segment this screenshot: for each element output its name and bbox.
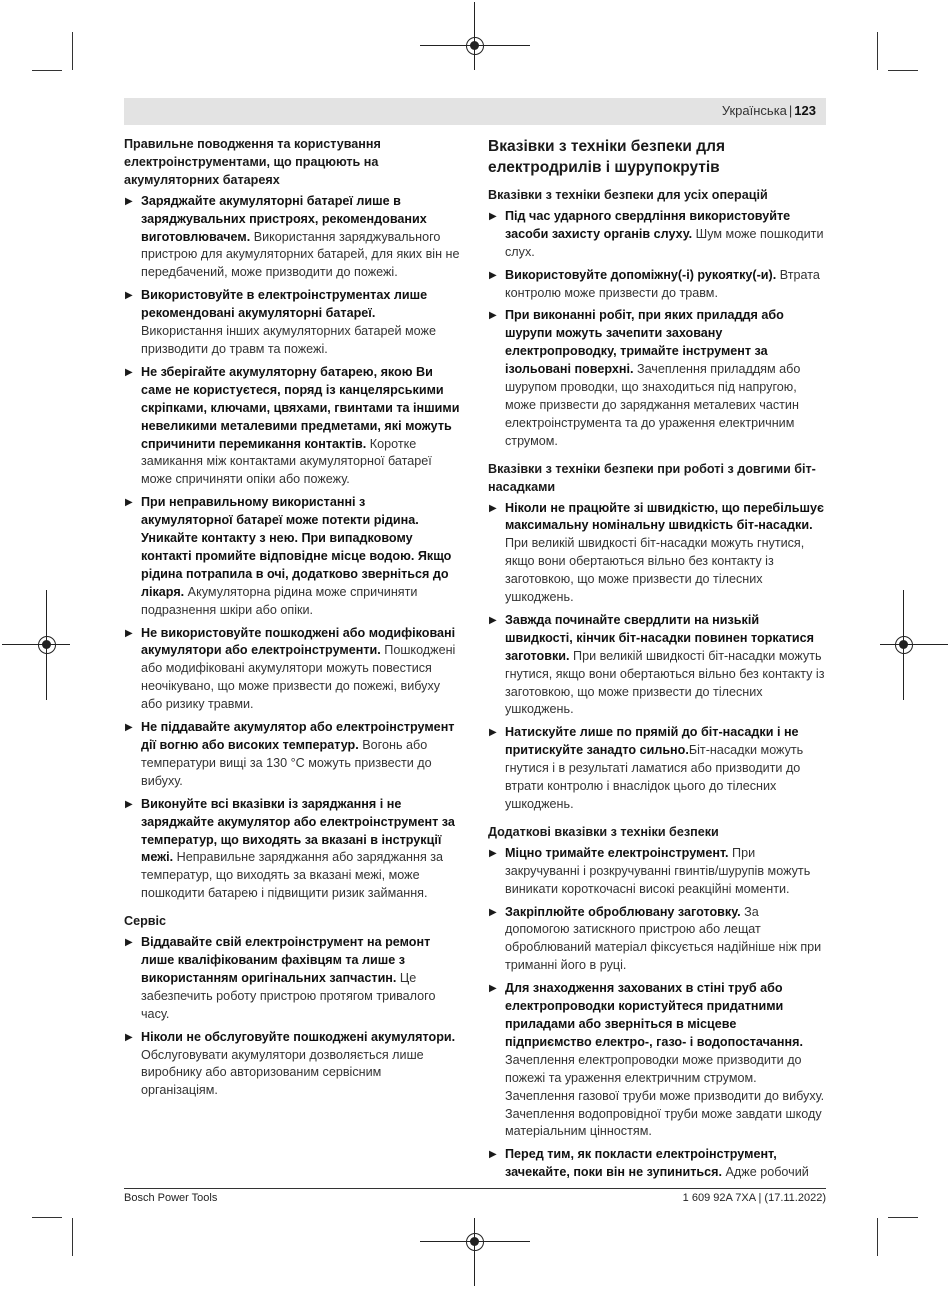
list-item	[488, 980, 826, 1141]
bullet-arrow-icon: ▶	[489, 983, 497, 995]
crop-mark-top-right-h	[888, 70, 918, 71]
footer-document-id: 1 609 92A 7XA | (17.11.2022)	[682, 1192, 826, 1204]
subsection-title-additional: Додаткові вказівки з техніки безпеки	[488, 824, 719, 839]
list-item	[488, 845, 826, 899]
instruction-bold: Не використовуйте пошкоджені або модифіковані акумулятори або електроінструменти.	[141, 625, 456, 658]
instruction-text: Пошкоджені або модифіковані акумулятори можуть повестися неочікувано, що може призвести до пожежі, вибуху або ризику травми.	[141, 643, 456, 712]
bullet-arrow-icon: ▶	[125, 627, 133, 639]
instruction-text: Це забезпечить роботу пристрою протягом тривалого часу.	[141, 970, 436, 1021]
instruction-text: Обслуговувати акумулятори дозволяється лише виробнику або авторизованим сервісним організаціям.	[141, 1047, 424, 1098]
bullet-arrow-icon: ▶	[489, 1149, 497, 1161]
bullet-arrow-icon: ▶	[125, 497, 133, 509]
registration-bottom-v	[474, 1218, 475, 1286]
header-separator: |	[788, 103, 793, 118]
list-item	[488, 267, 826, 303]
crop-mark-top-left-v	[72, 32, 73, 70]
instruction-bold: Перед тим, як покласти електроінструмент, зачекайте, поки він не зупиниться.	[505, 1147, 777, 1180]
footer-brand: Bosch Power Tools	[124, 1192, 218, 1204]
instruction-text: Вогонь або температури вищі за 130 °C можуть призвести до вибуху.	[141, 738, 432, 788]
long-bits-list	[488, 500, 826, 814]
bullet-arrow-icon: ▶	[489, 502, 497, 514]
instruction-bold: Віддавайте свій електроінструмент на ремонт лише кваліфікованим фахівцям та лише з використанням оригінальних запчастин.	[141, 935, 431, 985]
header-language: Українська	[721, 103, 787, 118]
battery-instructions-list	[124, 193, 460, 903]
bullet-arrow-icon: ▶	[125, 195, 133, 207]
bullet-arrow-icon: ▶	[125, 722, 133, 734]
instruction-text: Акумуляторна рідина може спричиняти подразнення шкіри або опіки.	[141, 584, 418, 617]
crop-mark-top-right-v	[877, 32, 878, 70]
registration-left-h	[2, 644, 70, 645]
header-text	[722, 103, 816, 118]
list-item	[488, 724, 826, 814]
list-item	[488, 904, 826, 976]
section-title-battery: Правильне поводження та користування електроінструментами, що працюють на акумуляторних батареях	[124, 137, 381, 187]
all-operations-list	[488, 208, 826, 451]
list-item	[488, 1146, 826, 1182]
instruction-bold: Для знаходження захованих в стіні труб або електропроводки користуйтеся придатними приладами або зверніться в місцеве підприємство електро-, газо- і водопостачання.	[505, 981, 803, 1049]
instruction-bold: Закріплюйте оброблювану заготовку.	[505, 904, 741, 919]
instruction-bold: Завжда починайте свердлити на низькій швидкості, кінчик біт-насадки повинен торкатися заготовки.	[505, 612, 814, 663]
registration-right-h	[880, 644, 948, 645]
service-instructions-list	[124, 934, 460, 1100]
bullet-arrow-icon: ▶	[489, 906, 497, 918]
instruction-bold: Заряджайте акумуляторні батареї лише в заряджувальних пристроях, рекомендованих виготовлювачем.	[141, 193, 427, 244]
section-title-service: Сервіс	[124, 914, 167, 929]
bullet-arrow-icon: ▶	[125, 366, 133, 378]
instruction-text: Втрата контролю може призвести до травм.	[505, 267, 820, 300]
instruction-text: Зачеплення приладдям або шурупом проводки, що знаходиться під напругою, може призвести до заряджання металевих частин електроінструмента та до ураження електричним струмом.	[505, 362, 801, 448]
bullet-arrow-icon: ▶	[125, 1031, 133, 1043]
instruction-bold: Ніколи не працюйте зі швидкістю, що перебільшує максимальну номінальну швидкість біт-насадки.	[505, 500, 824, 533]
instruction-bold: Під час ударного свердління використовуйте засоби захисту органів слуху.	[505, 208, 791, 241]
list-item	[124, 796, 460, 903]
registration-target-top-icon	[466, 37, 484, 55]
crop-mark-bottom-right-v	[877, 1218, 878, 1256]
list-item	[124, 625, 460, 715]
bullet-arrow-icon: ▶	[489, 269, 497, 281]
instruction-bold: Ніколи не обслуговуйте пошкоджені акумулятори.	[141, 1029, 456, 1044]
footer-divider	[124, 1188, 826, 1189]
instruction-text: Шум може пошкодити слух.	[505, 226, 824, 259]
registration-target-left-icon	[38, 636, 56, 654]
bullet-arrow-icon: ▶	[489, 210, 497, 222]
right-column	[488, 136, 826, 1187]
list-item	[124, 287, 460, 359]
crop-mark-top-left-h	[32, 70, 62, 71]
instruction-bold: При виконанні робіт, при яких приладдя або шурупи можуть зачепити заховану електропроводку, тримайте інструмент за ізольовані поверхні.	[505, 308, 784, 377]
bullet-arrow-icon: ▶	[125, 798, 133, 810]
instruction-text: Неправильне заряджання або заряджання за температур, що виходять за вказані межі, може пошкодити батарею і підвищити ризик займання.	[141, 850, 444, 901]
left-column	[124, 136, 460, 1105]
list-item	[124, 934, 460, 1024]
list-item	[124, 494, 460, 619]
bullet-arrow-icon: ▶	[489, 727, 497, 739]
registration-target-bottom-icon	[466, 1233, 484, 1251]
instruction-text: Коротке замикання між контактами акумуляторної батареї може спричиняти опіки або пожежу.	[141, 436, 432, 487]
list-item	[124, 719, 460, 791]
instruction-text: Біт-насадки можуть гнутися і в результаті ламатися або призводити до втрати контролю і внаслідок цього до тілесних ушкоджень.	[505, 743, 804, 811]
page-number: 123	[794, 103, 816, 118]
bullet-arrow-icon: ▶	[125, 937, 133, 949]
instruction-text: При великій швидкості біт-насадки можуть гнутися, якщо вони обертаються вільно без контакту із заготовкою, що може призвести до тілесних ушкоджень.	[505, 536, 805, 605]
registration-target-right-icon	[895, 636, 913, 654]
page-header	[124, 98, 826, 125]
crop-mark-bottom-left-h	[32, 1217, 62, 1218]
crop-mark-bottom-right-h	[888, 1217, 918, 1218]
bullet-arrow-icon: ▶	[489, 614, 497, 626]
registration-top-v	[474, 2, 475, 70]
instruction-bold: Використовуйте допоміжну(-і) рукоятку(-и).	[505, 267, 777, 282]
bullet-arrow-icon: ▶	[489, 847, 497, 859]
crop-mark-bottom-left-v	[72, 1218, 73, 1256]
bullet-arrow-icon: ▶	[489, 310, 497, 322]
instruction-bold: Виконуйте всі вказівки із заряджання і не заряджайте акумулятор або електроінструмент за температур, що виходять за вказані в інструкції межі.	[141, 796, 455, 865]
list-item	[124, 1029, 460, 1101]
list-item	[488, 612, 826, 719]
instruction-text: За допомогою затискного пристрою або лещат оброблюваний матеріал фіксується надійніше ніж при триманні його в руці.	[505, 904, 822, 973]
instruction-bold: При неправильному використанні з акумуляторної батареї може потекти рідина. Уникайте контакту з нею. При випадковому контакті промийте відповідне місце водою. Якщо рідина потрапила в очі, додатково зверніться до лікаря.	[141, 495, 452, 599]
instruction-bold: Не зберігайте акумуляторну батарею, якою Ви саме не користуєтеся, поряд із канцелярськими скріпками, ключами, цвяхами, гвинтами та іншими невеликими металевими предметами, які можуть спричинити перемикання контактів.	[141, 364, 460, 451]
instruction-text: Адже робочий	[722, 1165, 809, 1180]
list-item	[488, 307, 826, 450]
bullet-arrow-icon: ▶	[125, 290, 133, 302]
instruction-text: При великій швидкості біт-насадки можуть гнутися, якщо вони обертаються вільно без контакту із заготовкою, що може призвести до тілесних ушкоджень.	[505, 648, 825, 717]
instruction-bold: Не піддавайте акумулятор або електроінструмент дії вогню або високих температур.	[141, 720, 455, 752]
list-item	[124, 193, 460, 283]
list-item	[488, 208, 826, 262]
instruction-text: Зачеплення електропроводки може призводити до пожежі та ураження електричним струмом. Зачеплення газової труби може призводити до вибуху. Зачеплення водопровідної труби може завдати шкоду матеріальним цінностям.	[505, 1052, 825, 1139]
list-item	[488, 500, 826, 607]
instruction-text: Використання інших акумуляторних батарей може призводити до травм та пожежі.	[141, 324, 436, 356]
subsection-title-all-operations: Вказівки з техніки безпеки для усіх операцій	[488, 188, 768, 202]
instruction-bold: Використовуйте в електроінструментах лише рекомендовані акумуляторні батареї.	[141, 288, 428, 321]
additional-instructions-list	[488, 845, 826, 1182]
instruction-bold: Міцно тримайте електроінструмент.	[505, 845, 729, 860]
subsection-title-long-bits: Вказівки з техніки безпеки при роботі з довгими біт-насадками	[488, 461, 816, 494]
main-section-title: Вказівки з техніки безпеки для електродрилів і шурупокрутів	[488, 138, 725, 176]
instruction-bold: Натискуйте лише по прямій до біт-насадки і не притискуйте занадто сильно.	[505, 725, 799, 758]
list-item	[124, 364, 460, 489]
instruction-text: При закручуванні і розкручуванні гвинтів/шурупів можуть виникати короткочасні високі реакційні моменти.	[505, 845, 811, 896]
instruction-text: Використання заряджувального пристрою для акумуляторних батарей, для яких він не передбачений, може призводити до пожежі.	[141, 229, 460, 280]
